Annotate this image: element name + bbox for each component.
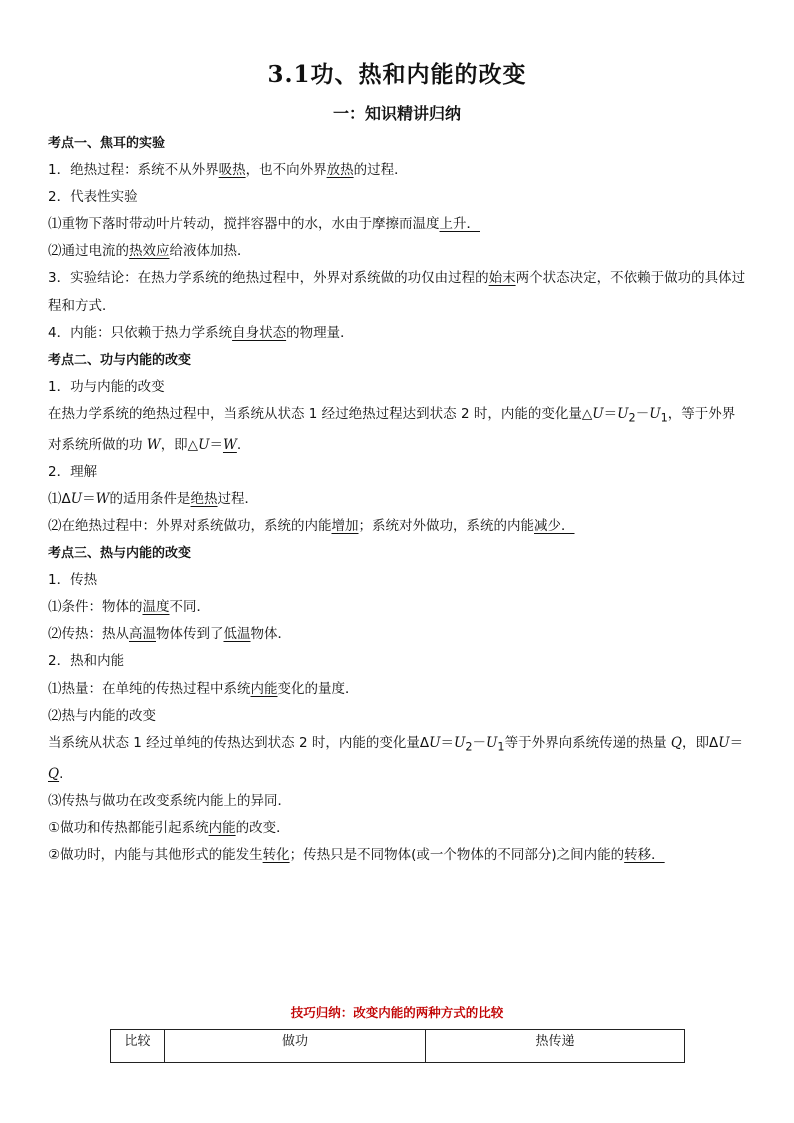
- section1-p5: 3．实验结论：在热力学系统的绝热过程中，外界对系统做的功仅由过程的始末两个状态决定，不依赖于做功的具体过程和方式．: [48, 270, 746, 314]
- section3-p9: ①做功和传热都能引起系统内能的改变．: [48, 819, 290, 836]
- section3-p2: ⑴条件：物体的温度不同．: [48, 599, 210, 616]
- section1-p1: 1．绝热过程：系统不从外界吸热，也不向外界放热的过程．: [48, 162, 408, 179]
- section1-p2: 2．代表性实验: [48, 189, 138, 206]
- section3-p8: ⑶传热与做功在改变系统内能上的异同．: [48, 792, 291, 809]
- table-header-row: [111, 1030, 685, 1063]
- section2-heading: 考点二、功与内能的改变: [48, 352, 192, 368]
- section3-p7: 当系统从状态 1 经过单纯的传热达到状态 2 时，内能的变化量$\Delta U=U_2-U_1$等于外界向系统传递的热量 Q，即ΔU＝Q.: [48, 734, 744, 782]
- section1-heading: 考点一、焦耳的实验: [48, 136, 166, 151]
- section1-p4: ⑵通过电流的热效应给液体加热．: [48, 243, 251, 260]
- section2-p4: ⑴ΔU＝W的适用条件是绝热过程．: [48, 490, 259, 507]
- section3-heading: 考点三、热与内能的改变: [48, 546, 192, 562]
- section2-p3: 2．理解: [48, 463, 98, 480]
- section1-p3: ⑴重物下落时带动叶片转动，搅拌容器中的水，水由于摩擦而温度上升．: [48, 216, 480, 233]
- page-title: 3.1功、热和内能的改变: [267, 61, 527, 88]
- table-header-cell: 热传递: [426, 1030, 685, 1063]
- section3-p4: 2．热和内能: [48, 653, 125, 670]
- document-body: [48, 130, 748, 869]
- tip-heading: 技巧归纳：改变内能的两种方式的比较: [290, 1005, 504, 1020]
- comparison-table: [110, 1029, 685, 1063]
- section2-p1: 1．功与内能的改变: [48, 378, 165, 395]
- table-header-cell: 比较: [111, 1030, 165, 1063]
- table-header-cell: 做功: [165, 1030, 426, 1063]
- section2-p2: 在热力学系统的绝热过程中，当系统从状态 1 经过绝热过程达到状态 2 时，内能的变化量$\triangle U=U_2-U_1$，等于外界对系统所做的功 W，即△U＝W.: [48, 405, 736, 453]
- section3-p3: ⑵传热：热从高温物体传到了低温物体．: [48, 626, 291, 643]
- section2-p5: ⑵在绝热过程中：外界对系统做功，系统的内能增加；系统对外做功，系统的内能减少．: [48, 518, 575, 534]
- section3-p6: ⑵热与内能的改变: [48, 707, 156, 724]
- section3-p5: ⑴热量：在单纯的传热过程中系统内能变化的量度．: [48, 680, 359, 697]
- page-subtitle: 一：知识精讲归纳: [332, 104, 461, 123]
- section1-p6: 4．内能：只依赖于热力学系统自身状态的物理量．: [48, 324, 354, 341]
- section3-p1: 1．传热: [48, 572, 98, 589]
- section3-p10: ②做功时，内能与其他形式的能发生转化；传热只是不同物体(或一个物体的不同部分)之间内能的转移．: [48, 846, 665, 863]
